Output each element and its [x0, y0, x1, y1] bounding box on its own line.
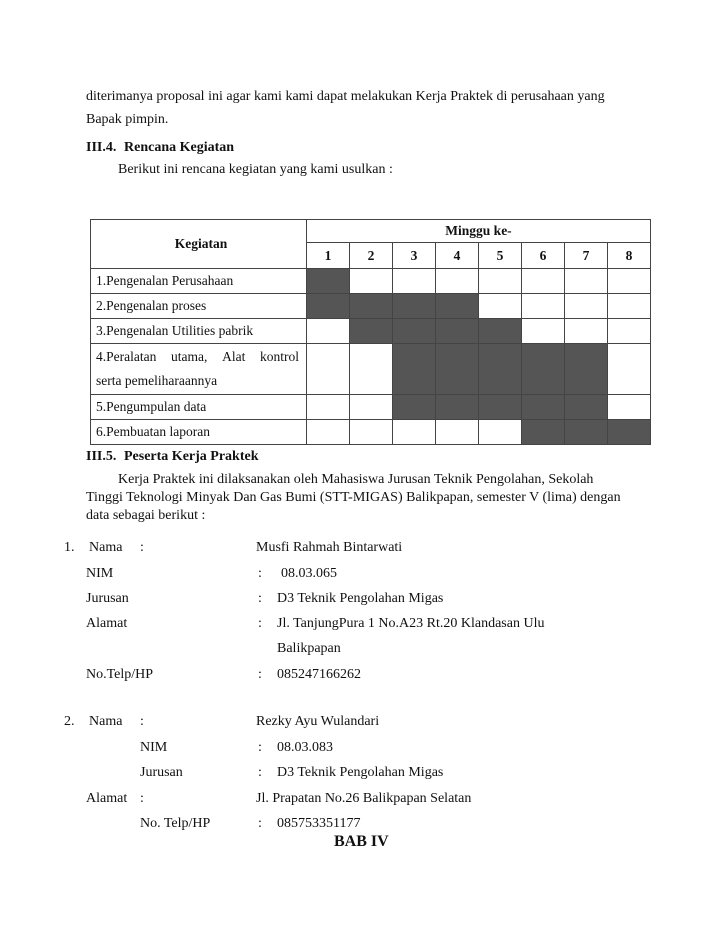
week-header: 8	[608, 243, 651, 269]
week-cell	[393, 294, 436, 319]
schedule-row	[91, 319, 651, 344]
colon: :	[258, 667, 262, 682]
week-cell	[307, 269, 350, 294]
week-cell	[522, 395, 565, 420]
nim-label: NIM	[140, 740, 168, 755]
week-cell	[307, 420, 350, 445]
section-iii5-number: III.5.	[86, 449, 117, 464]
week-cell	[436, 395, 479, 420]
week-cell	[307, 344, 350, 395]
alamat-label: Alamat	[86, 791, 128, 806]
week-cell	[350, 269, 393, 294]
week-cell	[479, 294, 522, 319]
week-cell	[436, 420, 479, 445]
week-header: 6	[522, 243, 565, 269]
week-cell	[565, 344, 608, 395]
week-cell	[608, 395, 651, 420]
week-cell	[522, 294, 565, 319]
week-cell	[393, 344, 436, 395]
week-cell	[350, 344, 393, 395]
schedule-row	[91, 420, 651, 445]
week-cell	[350, 395, 393, 420]
nama-value: Rezky Ayu Wulandari	[256, 714, 380, 729]
activity-label: 1.Pengenalan Perusahaan	[91, 269, 307, 294]
week-cell	[479, 319, 522, 344]
week-cell	[608, 420, 651, 445]
activity-label-word: kontrol	[260, 349, 299, 364]
week-cell	[307, 319, 350, 344]
week-cell	[436, 344, 479, 395]
schedule-row	[91, 269, 651, 294]
alamat-value: Jl. Prapatan No.26 Balikpapan Selatan	[256, 791, 472, 806]
week-cell	[608, 294, 651, 319]
nama-value: Musfi Rahmah Bintarwati	[256, 540, 403, 555]
week-cell	[393, 420, 436, 445]
week-header: 4	[436, 243, 479, 269]
participant-number: 1.	[64, 540, 75, 555]
nama-label: Nama	[89, 540, 123, 555]
week-cell	[565, 269, 608, 294]
schedule-row	[91, 395, 651, 420]
week-cell	[307, 294, 350, 319]
nim-value: 08.03.065	[281, 566, 337, 581]
activity-label-word: utama,	[171, 349, 208, 364]
week-cell	[393, 395, 436, 420]
activity-label: 6.Pembuatan laporan	[91, 420, 307, 445]
next-chapter-heading: BAB IV	[334, 833, 389, 850]
nama-colon: :	[140, 714, 144, 729]
nim-label: NIM	[86, 566, 114, 581]
section-iii4-title: Rencana Kegiatan	[124, 140, 235, 155]
alamat-colon: :	[140, 791, 144, 806]
section-iii5-para-line-3: data sebagai berikut :	[86, 508, 206, 523]
week-cell	[565, 294, 608, 319]
jurusan-label: Jurusan	[86, 591, 129, 606]
activity-label-word: 4.Peralatan	[96, 349, 157, 364]
alamat-value-line-2: Balikpapan	[277, 641, 341, 656]
week-header: 3	[393, 243, 436, 269]
telp-value: 085753351177	[277, 816, 361, 831]
week-cell	[350, 319, 393, 344]
activity-label: 5.Pengumpulan data	[91, 395, 307, 420]
jurusan-value: D3 Teknik Pengolahan Migas	[277, 591, 444, 606]
schedule-table	[90, 219, 651, 445]
colon: :	[258, 765, 262, 780]
week-cell	[522, 344, 565, 395]
colon: :	[258, 816, 262, 831]
week-cell	[479, 395, 522, 420]
intro-line-2: Bapak pimpin.	[86, 112, 169, 127]
section-iii4-text: Berikut ini rencana kegiatan yang kami usulkan :	[118, 162, 393, 177]
activity-label-word: Alat	[222, 349, 246, 364]
participant-number: 2.	[64, 714, 75, 729]
colon: :	[258, 566, 262, 581]
colon: :	[258, 616, 262, 631]
section-iii4-number: III.4.	[86, 140, 117, 155]
week-cell	[565, 319, 608, 344]
header-weeks: Minggu ke-	[307, 220, 651, 243]
week-cell	[608, 319, 651, 344]
week-cell	[350, 420, 393, 445]
week-cell	[393, 319, 436, 344]
week-cell	[608, 344, 651, 395]
schedule-row	[91, 294, 651, 319]
telp-label: No.Telp/HP	[86, 667, 154, 682]
week-cell	[479, 420, 522, 445]
nim-value: 08.03.083	[277, 740, 333, 755]
week-cell	[307, 395, 350, 420]
week-cell	[565, 395, 608, 420]
telp-value: 085247166262	[277, 667, 361, 682]
week-cell	[436, 319, 479, 344]
section-iii5-para-line-1: Kerja Praktek ini dilaksanakan oleh Mahasiswa Jurusan Teknik Pengolahan, Sekolah	[118, 472, 594, 487]
activity-label-line2: serta pemeliharaannya	[96, 373, 218, 388]
week-cell	[608, 269, 651, 294]
nama-label: Nama	[89, 714, 123, 729]
jurusan-value: D3 Teknik Pengolahan Migas	[277, 765, 444, 780]
week-header: 1	[307, 243, 350, 269]
week-header: 7	[565, 243, 608, 269]
week-cell	[393, 269, 436, 294]
week-cell	[436, 294, 479, 319]
header-activity: Kegiatan	[91, 220, 307, 269]
section-iii5-para-line-2: Tinggi Teknologi Minyak Dan Gas Bumi (STT-MIGAS) Balikpapan, semester V (lima) dengan	[86, 490, 621, 505]
colon: :	[258, 740, 262, 755]
jurusan-label: Jurusan	[140, 765, 183, 780]
week-cell	[436, 269, 479, 294]
colon: :	[258, 591, 262, 606]
activity-label	[91, 344, 307, 395]
alamat-value-line-1: Jl. TanjungPura 1 No.A23 Rt.20 Klandasan Ulu	[277, 616, 545, 631]
week-cell	[565, 420, 608, 445]
week-header: 2	[350, 243, 393, 269]
week-cell	[479, 269, 522, 294]
nama-colon: :	[140, 540, 144, 555]
activity-label: 3.Pengenalan Utilities pabrik	[91, 319, 307, 344]
section-iii5-title: Peserta Kerja Praktek	[124, 449, 259, 464]
alamat-label: Alamat	[86, 616, 128, 631]
week-cell	[522, 420, 565, 445]
week-cell	[479, 344, 522, 395]
intro-line-1: diterimanya proposal ini agar kami kami dapat melakukan Kerja Praktek di perusahaan yang	[86, 89, 605, 104]
week-cell	[522, 319, 565, 344]
week-cell	[522, 269, 565, 294]
schedule-row	[91, 344, 651, 395]
telp-label: No. Telp/HP	[140, 816, 211, 831]
week-cell	[350, 294, 393, 319]
week-header: 5	[479, 243, 522, 269]
activity-label: 2.Pengenalan proses	[91, 294, 307, 319]
